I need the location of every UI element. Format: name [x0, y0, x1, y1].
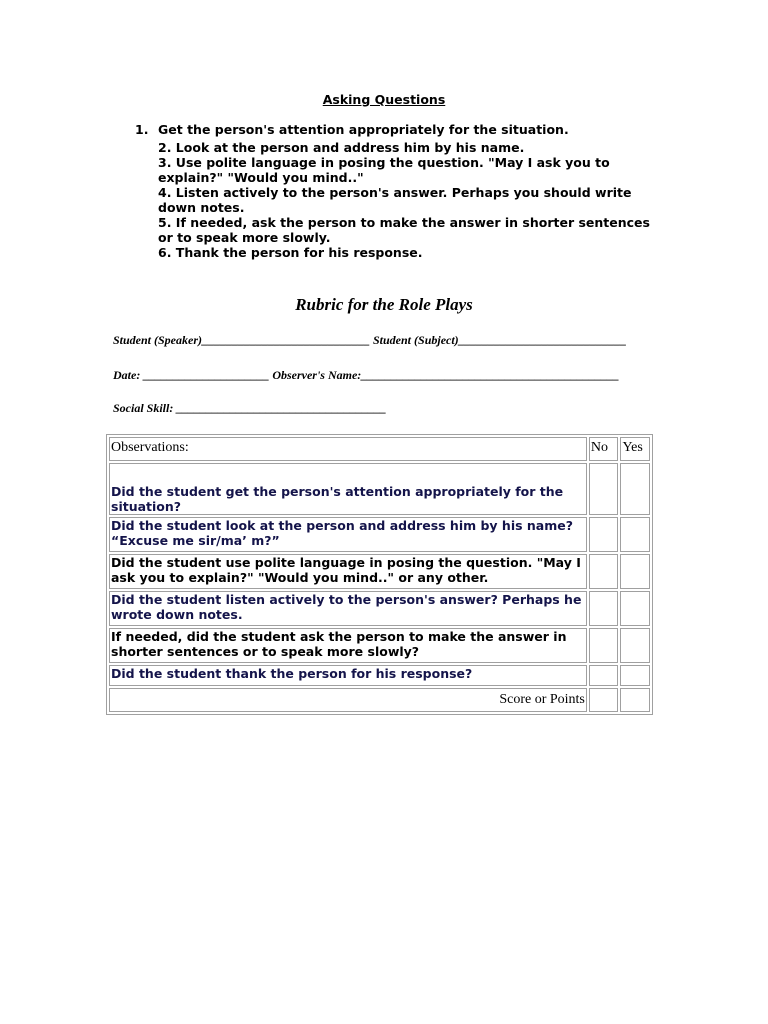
step-item-2: 2. Look at the person and address him by his name. — [158, 140, 525, 155]
student-fields: Student (Speaker)____________________________ Student (Subject)____________________________ — [113, 333, 627, 347]
score-yes-cell[interactable] — [620, 688, 650, 712]
question-cell: Did the student listen actively to the person's answer? Perhaps he wrote down notes. — [109, 591, 587, 626]
table-row — [109, 628, 650, 663]
yes-checkbox-cell[interactable] — [620, 665, 650, 686]
question-cell: Did the student look at the person and address him by his name? “Excuse me sir/ma’ m?” — [109, 517, 587, 552]
yes-checkbox-cell[interactable] — [620, 554, 650, 589]
score-label: Score or Points — [109, 688, 587, 712]
step-text: Get the person's attention appropriately for the situation. — [158, 122, 569, 137]
step-item-4: 4. Listen actively to the person's answer. Perhaps you should write down notes. — [158, 185, 632, 215]
table-header-row — [109, 437, 650, 461]
step-item-1 — [135, 122, 658, 137]
no-checkbox-cell[interactable] — [589, 628, 619, 663]
header-yes: Yes — [620, 437, 650, 461]
social-skill-field: Social Skill: ___________________________________ — [113, 401, 387, 415]
score-no-cell[interactable] — [589, 688, 619, 712]
table-row — [109, 591, 650, 626]
page-title: Asking Questions — [322, 92, 446, 107]
yes-checkbox-cell[interactable] — [620, 463, 650, 515]
no-checkbox-cell[interactable] — [589, 463, 619, 515]
question-cell: Did the student thank the person for his response? — [109, 665, 587, 686]
yes-checkbox-cell[interactable] — [620, 591, 650, 626]
table-row — [109, 463, 650, 515]
question-cell: If needed, did the student ask the person to make the answer in shorter sentences or to speak more slowly? — [109, 628, 587, 663]
table-row — [109, 665, 650, 686]
question-cell: Did the student use polite language in posing the question. "May I ask you to explain?" "Would you mind.." or any other. — [109, 554, 587, 589]
step-item-6: 6. Thank the person for his response. — [158, 245, 423, 260]
step-number: 1. — [135, 122, 149, 137]
no-checkbox-cell[interactable] — [589, 591, 619, 626]
no-checkbox-cell[interactable] — [589, 554, 619, 589]
yes-checkbox-cell[interactable] — [620, 517, 650, 552]
no-checkbox-cell[interactable] — [589, 517, 619, 552]
yes-checkbox-cell[interactable] — [620, 628, 650, 663]
step-item-5: 5. If needed, ask the person to make the answer in shorter sentences or to speak more slowly. — [158, 215, 650, 245]
table-row — [109, 517, 650, 552]
no-checkbox-cell[interactable] — [589, 665, 619, 686]
header-observations: Observations: — [109, 437, 587, 461]
question-cell: Did the student get the person's attention appropriately for the situation? — [109, 463, 587, 515]
header-no: No — [589, 437, 619, 461]
score-row — [109, 688, 650, 712]
table-row — [109, 554, 650, 589]
rubric-title: Rubric for the Role Plays — [295, 295, 473, 314]
step-item-3: 3. Use polite language in posing the question. "May I ask you to explain?" "Would you mind.." — [158, 155, 610, 185]
rubric-table — [106, 434, 653, 715]
date-observer-fields: Date: _____________________ Observer's Name:___________________________________________ — [113, 368, 620, 382]
steps-list — [135, 122, 658, 260]
